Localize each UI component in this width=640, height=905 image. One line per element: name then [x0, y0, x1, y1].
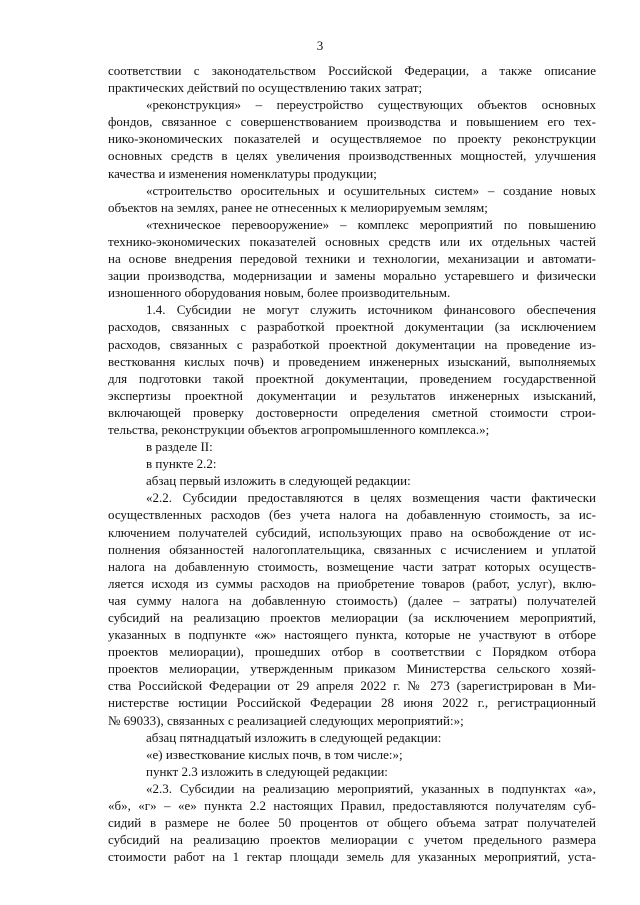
- text-line: соответствии с законодательством Российской Федерации, а также описание: [108, 63, 596, 78]
- text-line: на основе внедрения передовой техники и технологии, механизации и автомати-: [108, 251, 596, 267]
- text-line: «строительство оросительных и осушительных систем» – создание новых: [146, 182, 596, 198]
- text-line: 1.4. Субсидии не могут служить источником финансового обеспечения: [146, 302, 596, 318]
- text-line: чая сумму налога на добавленную стоимость) (далее – затраты) получателей: [108, 592, 596, 608]
- text-line: фондов, связанное с совершенствованием производства и повышением его тех-: [108, 114, 596, 130]
- text-line: «2.3. Субсидии на реализацию мероприятий, указанных в подпунктах «а»,: [146, 780, 596, 796]
- document-body: [108, 62, 596, 865]
- text-line: субсидий на реализацию проектов мелиорации с учетом предельного размера: [108, 832, 596, 848]
- text-line: абзац первый изложить в следующей редакции:: [146, 473, 411, 489]
- text-line: расходов, связанных с разработкой проектной документации на проведение из-: [108, 336, 596, 352]
- text-line: ства Российской Федерации от 29 апреля 2022 г. № 273 (зарегистрирован в Ми-: [108, 678, 596, 694]
- text-line: технико-экономических показателей основных средств или их отдельных частей: [108, 233, 596, 249]
- text-line: «2.2. Субсидии предоставляются в целях возмещения части фактически: [146, 490, 596, 506]
- text-line: нистерстве юстиции Российской Федерации 28 июня 2022 г., регистрационный: [108, 695, 596, 711]
- text-line: нико-экономических показателей и осуществляемое по проекту реконструкции: [108, 131, 596, 147]
- text-line: «б», «г» – «е» пункта 2.2 настоящих Правил, предоставляются получателям суб-: [108, 798, 596, 814]
- text-line: вестковання кислых почв) и проведением инженерных изысканий, выполняемых: [108, 353, 596, 369]
- text-line: объектов на землях, ранее не отнесенных к мелиорируемым землям;: [108, 199, 488, 215]
- text-line: изношенного оборудования новым, более производительным.: [108, 285, 451, 301]
- text-line: основных средств в целях увеличения производственных мощностей, улучшения: [108, 148, 596, 164]
- text-line: тельства, реконструкции объектов агропромышленного комплекса.»;: [108, 421, 490, 437]
- text-line: в пункте 2.2:: [146, 456, 217, 472]
- text-line: экспертизы проектной документации и результатов инженерных изысканий,: [108, 387, 596, 403]
- text-line: стоимости работ на 1 гектар площади земель для указанных мероприятий, уста-: [108, 849, 596, 865]
- text-line: «е) известкование кислых почв, в том числе:»;: [146, 746, 403, 762]
- text-line: расходов, связанных с разработкой проектной документации (за исключением: [108, 319, 596, 335]
- text-line: сидий в размере не более 50 процентов от общего объема затрат получателей: [108, 815, 596, 831]
- text-line: проектов мелиорации, утвержденным приказом Министерства сельского хозяй-: [108, 661, 596, 677]
- text-line: ляется исходя из суммы расходов на приобретение товаров (работ, услуг), вклю-: [108, 575, 596, 591]
- text-line: абзац пятнадцатый изложить в следующей редакции:: [146, 729, 442, 745]
- text-line: для подготовки такой проектной документации, проведением государственной: [108, 370, 596, 386]
- text-line: зации производства, модернизации и замены морально устаревшего и физически: [108, 268, 596, 284]
- text-line: практических действий по осуществлению таких затрат;: [108, 80, 423, 96]
- text-line: ключением получателей субсидий, использующих право на освобождение от ис-: [108, 524, 596, 540]
- text-line: «техническое перевооружение» – комплекс мероприятий по повышению: [146, 216, 596, 232]
- text-line: качества и изменения номенклатуры продукции;: [108, 165, 377, 181]
- text-line: проектов мелиорации), прошедших отбор в соответствии с Порядком отбора: [108, 644, 596, 660]
- text-line: осуществленных расходов (без учета налога на добавленную стоимость, за ис-: [108, 507, 596, 523]
- text-line: налога на добавленную стоимость, возмещение части затрат которых осуществ-: [108, 558, 596, 574]
- page-number: 3: [316, 38, 324, 53]
- text-line: пункт 2.3 изложить в следующей редакции:: [146, 763, 388, 779]
- text-line: субсидий на реализацию проектов мелиорации (за исключением мероприятий,: [108, 610, 596, 625]
- text-line: указанных в подпункте «ж» настоящего пункта, которые не участвуют в отборе: [108, 627, 596, 643]
- text-line: в разделе II:: [146, 439, 213, 455]
- text-line: включающей проверку достоверности определения сметной стоимости строи-: [108, 404, 596, 420]
- text-line: «реконструкция» – переустройство существующих объектов основных: [146, 97, 596, 113]
- text-line: № 69033), связанных с реализацией следующих мероприятий:»;: [108, 712, 464, 728]
- text-line: полнения обязанностей налогоплательщика, связанных с исчислением и уплатой: [108, 541, 596, 557]
